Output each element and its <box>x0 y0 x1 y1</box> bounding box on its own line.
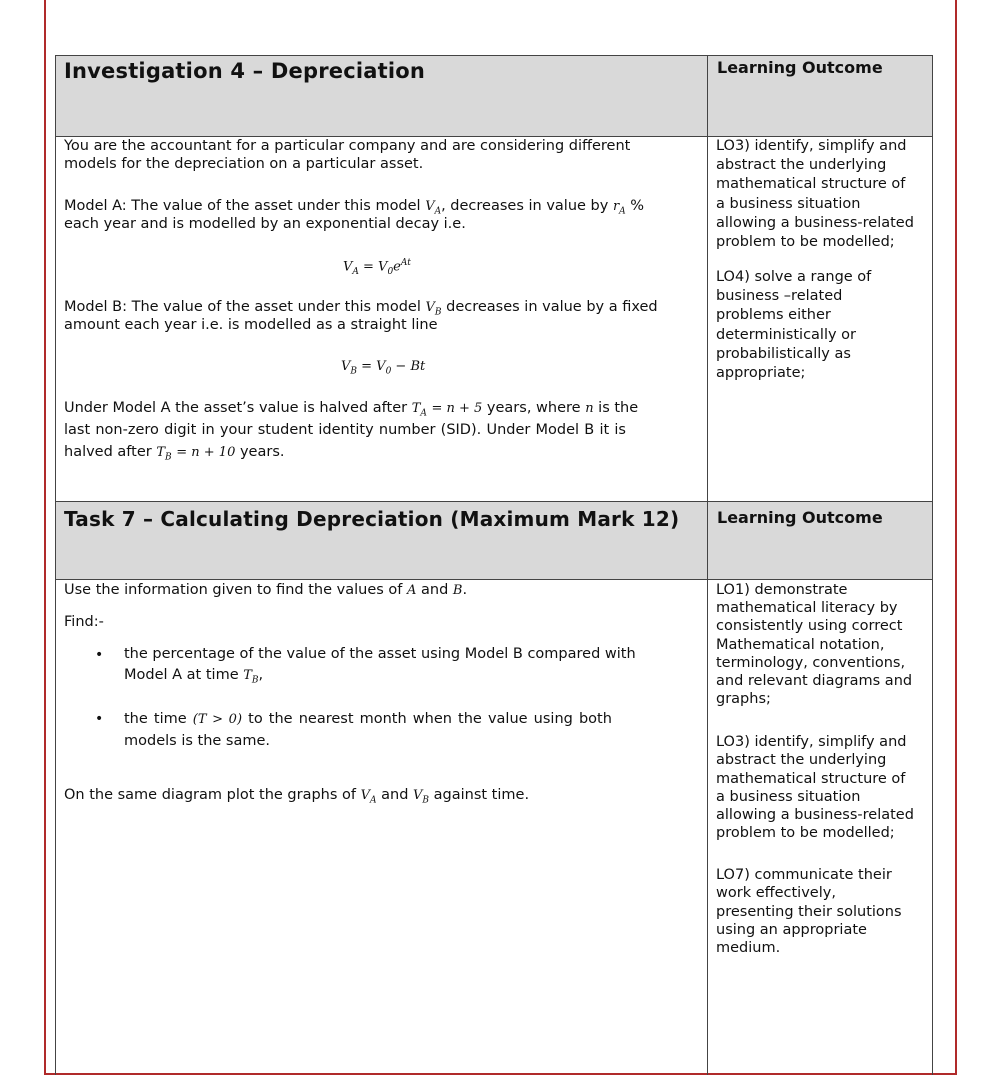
bullet-2-line-2: models is the same. <box>124 733 271 749</box>
halved-line-3: halved after $T_B = n + 10$ years. <box>64 444 285 463</box>
bullet-dot: • <box>95 647 104 663</box>
task-lo-item-lo7: LO7) communicate their work effectively, presenting their solutions using an appropriate medium. <box>716 867 902 957</box>
model-a-line-2: each year and is modelled by an exponential decay i.e. <box>64 216 466 232</box>
investigation-title: Investigation 4 – Depreciation <box>64 59 426 83</box>
bullet-2-line-1: the time (T > 0) to the nearest month when the value using both <box>124 711 612 727</box>
task-line-1: Use the information given to find the values of A and B. <box>64 582 468 598</box>
intro-line-1: You are the accountant for a particular company and are considering different <box>64 138 631 154</box>
task-title: Task 7 – Calculating Depreciation (Maximum Mark 12) <box>64 507 680 531</box>
model-b-line-1: Model B: The value of the asset under this model $V_B$ decreases in value by a fixed <box>64 299 658 318</box>
find-label: Find:- <box>64 614 104 630</box>
plot-instruction: On the same diagram plot the graphs of $V_A$ and $V_B$ against time. <box>64 787 530 806</box>
model-a-line-1: Model A: The value of the asset under this model $V_A$, decreases in value by $r_A$ % <box>64 198 645 217</box>
formula-model-a: $V_A = V_0e^{At}$ <box>343 258 411 277</box>
bullet-1-line-1: the percentage of the value of the asset using Model B compared with <box>124 646 636 662</box>
model-b-line-2: amount each year i.e. is modelled as a straight line <box>64 317 438 333</box>
document-table <box>55 55 933 1075</box>
task-lo-item-lo1: LO1) demonstrate mathematical literacy by consistently using correct Mathematical notation, terminology, conventions, and relevant diagrams and graphs; <box>716 582 913 708</box>
lo-item-lo3: LO3) identify, simplify and abstract the underlying mathematical structure of a business situation allowing a business-related problem to be modelled; <box>716 138 914 251</box>
bullet-dot: • <box>95 711 104 727</box>
halved-line-1: Under Model A the asset’s value is halved after $T_A = n + 5$ years, where n is the <box>64 400 639 419</box>
formula-model-b: $V_B = V_0 - Bt$ <box>341 359 426 377</box>
lo-item-lo4: LO4) solve a range of business –related problems either deterministically or probabilistically as appropriate; <box>716 269 872 382</box>
bullet-1-line-2: Model A at time $T_B$, <box>124 667 264 686</box>
task-lo-header: Learning Outcome <box>717 508 883 527</box>
halved-line-2: last non-zero digit in your student identity number (SID). Under Model B it is <box>64 422 626 438</box>
task-lo-item-lo3: LO3) identify, simplify and abstract the underlying mathematical structure of a business situation allowing a business-related problem to be modelled; <box>716 734 914 842</box>
intro-line-2: models for the depreciation on a particular asset. <box>64 156 424 172</box>
lo-header: Learning Outcome <box>717 58 883 77</box>
